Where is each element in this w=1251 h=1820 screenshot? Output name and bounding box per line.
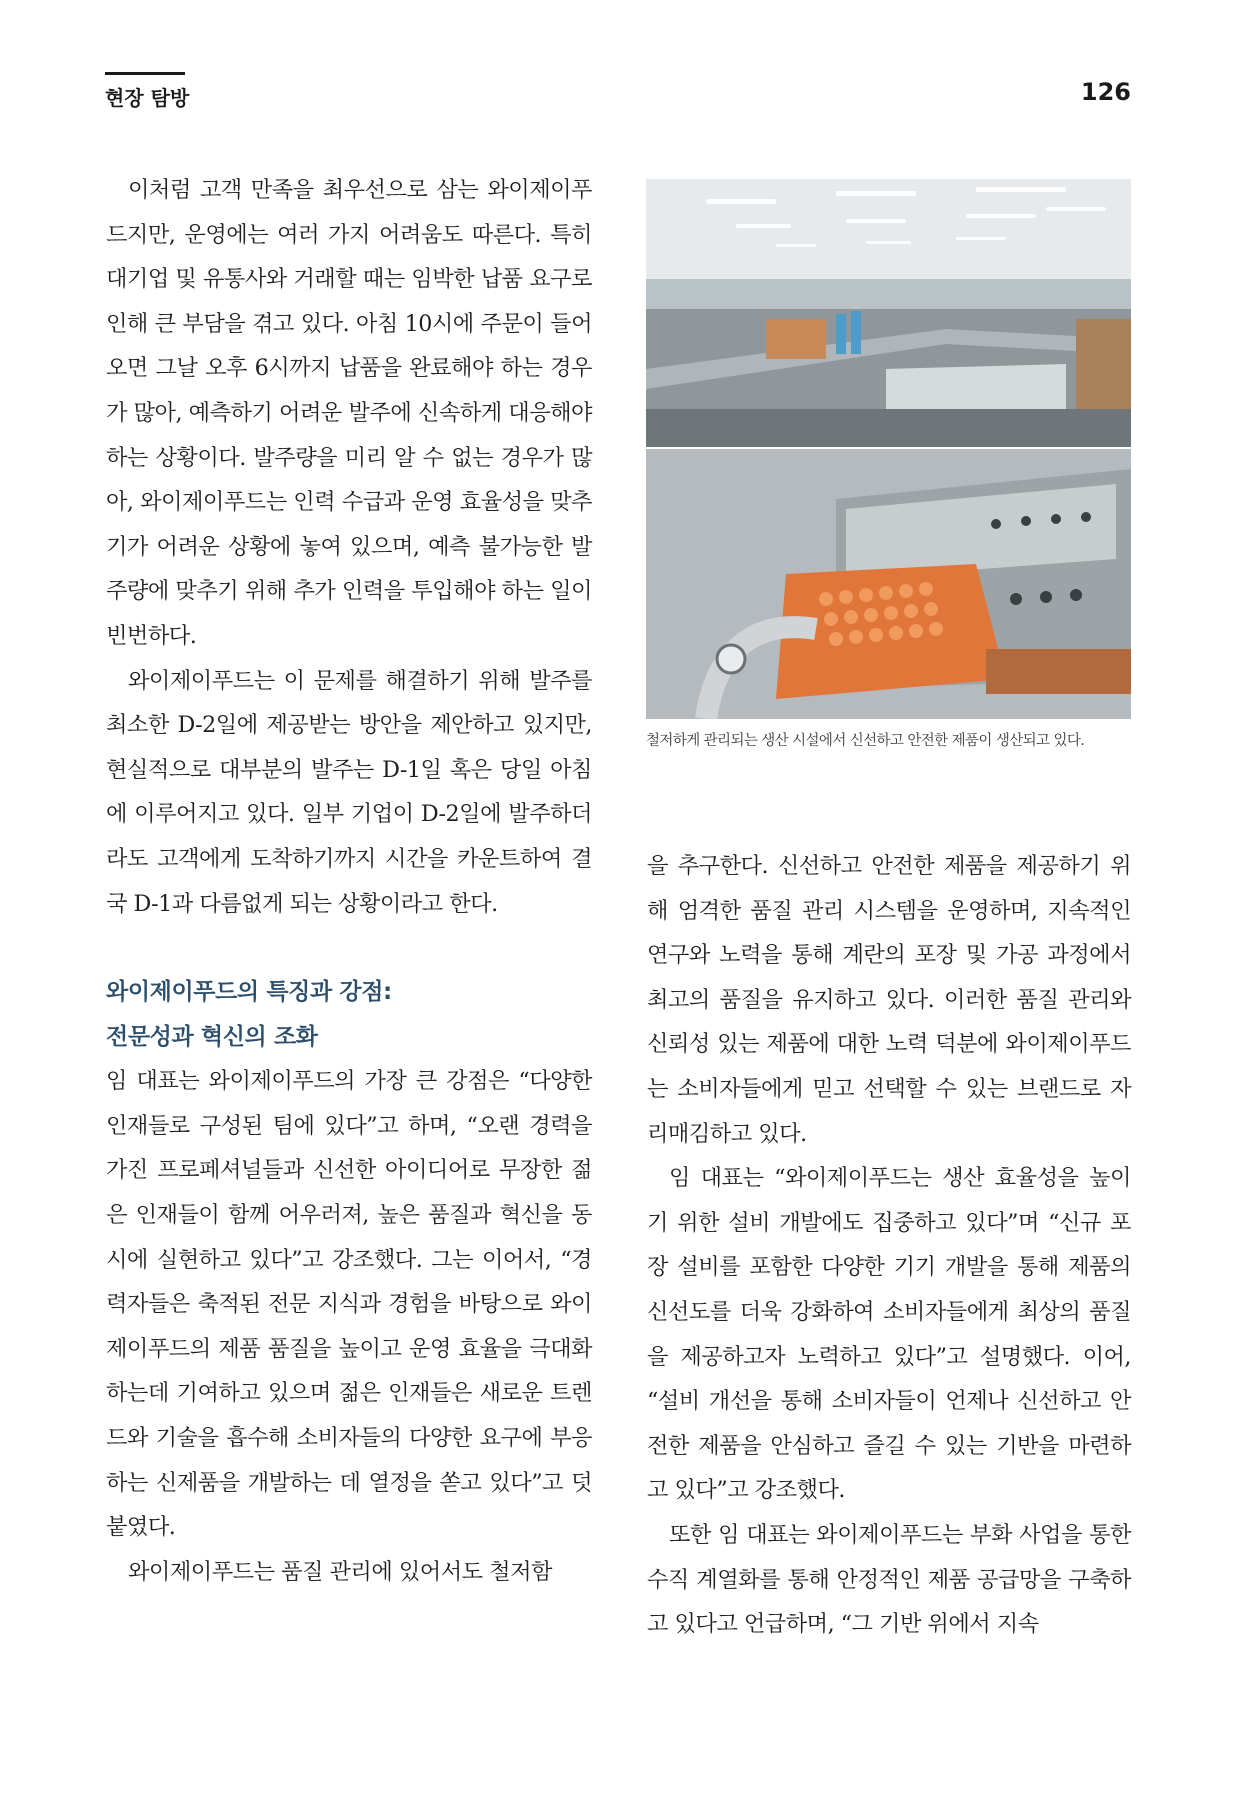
body-paragraph: 임 대표는 와이제이푸드의 가장 큰 강점은 “다양한 인재들로 구성된 팀에 있다”고 하며, “오랜 경력을 가진 프로페셔널들과 신선한 아이디어로 무장한 젊은 인재들이 함께 어우러져, 높은 품질과 혁신을 동시에 실현하고 있다”고 강조했다. 그는 이어서, “경력자들은 축적된 전문 지식과 경험을 바탕으로 와이제이푸드의 제품 품질을 높이고 운영 효율을 극대화하는데 기여하고 있으며 젊은 인재들은 새로운 트렌드와 기술을 흡수해 소비자들의 다양한 요구에 부응하는 신제품을 개발하는 데 열정을 쏟고 있다”고 덧붙였다. — [106, 1068, 592, 1541]
photo-caption: 철저하게 관리되는 생산 시설에서 신선하고 안전한 제품이 생산되고 있다. — [646, 733, 1085, 749]
section-label: 현장 탐방 — [105, 86, 190, 110]
body-paragraph: 임 대표는 “와이제이푸드는 생산 효율성을 높이기 위한 설비 개발에도 집중하고 있다”며 “신규 포장 설비를 포함한 다양한 기기 개발을 통해 제품의 신선도를 더욱 강화하여 소비자들에게 최상의 품질을 제공하고자 노력하고 있다”고 설명했다. 이어, “설비 개선을 통해 소비자들이 언제나 신선하고 안전한 제품을 안심하고 즐길 수 있는 기반을 마련하고 있다”고 강조했다. — [647, 1165, 1131, 1504]
section-heading-line: 전문성과 혁신의 조화 — [106, 1023, 318, 1050]
section-heading — [106, 970, 592, 1059]
left-column — [106, 168, 592, 1594]
right-column — [647, 844, 1131, 1647]
body-paragraph: 와이제이푸드는 이 문제를 해결하기 위해 발주를 최소한 D-2일에 제공받는 방안을 제안하고 있지만, 현실적으로 대부분의 발주는 D-1일 혹은 당일 아침에 이루어지고 있다. 일부 기업이 D-2일에 발주하더라도 고객에게 도착하기까지 시간을 카운트하여 결국 D-1과 다름없게 되는 상황이라고 한다. — [106, 667, 592, 917]
factory-floor-illustration — [646, 179, 1131, 447]
photo-figure — [646, 179, 1131, 750]
body-paragraph: 또한 임 대표는 와이제이푸드는 부화 사업을 통한 수직 계열화를 통해 안정적인 제품 공급망을 구축하고 있다고 언급하며, “그 기반 위에서 지속 — [647, 1521, 1131, 1638]
factory-floor-photo — [646, 179, 1131, 447]
page-number: 126 — [1080, 78, 1131, 106]
header-rule — [105, 72, 185, 75]
body-paragraph: 와이제이푸드는 품질 관리에 있어서도 철저함 — [128, 1558, 552, 1585]
egg-machine-illustration — [646, 449, 1131, 719]
section-heading-line: 와이제이푸드의 특징과 강점: — [106, 979, 392, 1006]
body-paragraph: 이처럼 고객 만족을 최우선으로 삼는 와이제이푸드지만, 운영에는 여러 가지 어려움도 따른다. 특히 대기업 및 유통사와 거래할 때는 임박한 납품 요구로 인해 큰 부담을 겪고 있다. 아침 10시에 주문이 들어오면 그날 오후 6시까지 납품을 완료해야 하는 경우가 많아, 예측하기 어려운 발주에 신속하게 대응해야 하는 상황이다. 발주량을 미리 알 수 없는 경우가 많아, 와이제이푸드는 인력 수급과 운영 효율성을 맞추기가 어려운 상황에 놓여 있으며, 예측 불가능한 발주량에 맞추기 위해 추가 인력을 투입해야 하는 일이 빈번하다. — [106, 177, 592, 649]
body-paragraph: 을 추구한다. 신선하고 안전한 제품을 제공하기 위해 엄격한 품질 관리 시스템을 운영하며, 지속적인 연구와 노력을 통해 계란의 포장 및 가공 과정에서 최고의 품질을 유지하고 있다. 이러한 품질 관리와 신뢰성 있는 제품에 대한 노력 덕분에 와이제이푸드는 소비자들에게 믿고 선택할 수 있는 브랜드로 자리매김하고 있다. — [647, 853, 1131, 1147]
egg-machine-photo — [646, 449, 1131, 719]
